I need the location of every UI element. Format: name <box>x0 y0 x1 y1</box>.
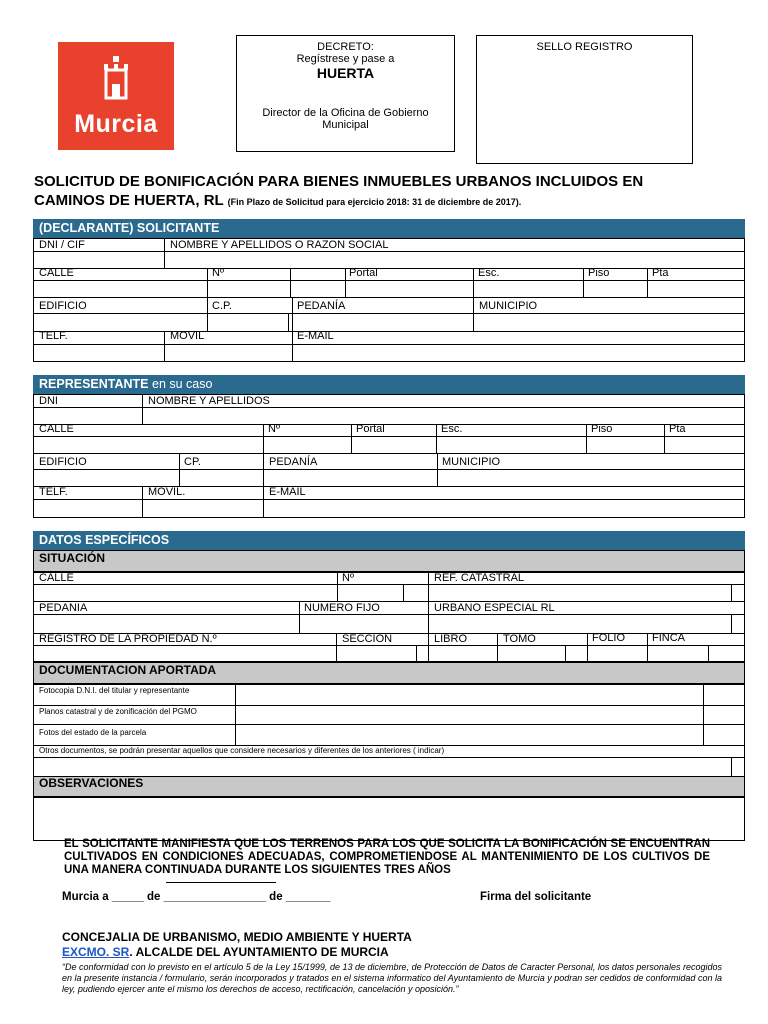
title-line2: CAMINOS DE HUERTA, RL <box>34 192 224 209</box>
doc-item-otros: Otros documentos, se podrán presentar aquellos que considere necesarios y diferentes de los anteriores ( indicar) <box>39 746 445 755</box>
situacion-ref-label: REF. CATASTRAL <box>434 572 525 584</box>
declarante-esc-label: Esc. <box>478 267 500 279</box>
representante-email-label: E-MAIL <box>269 486 306 498</box>
doc-item-fotos: Fotos del estado de la parcela <box>39 728 147 737</box>
situacion-num-label: Nº <box>342 572 354 584</box>
decreto-line2: Regístrese y pase a <box>296 53 395 65</box>
declarante-num-label: Nº <box>212 267 224 279</box>
representante-nombre-label: NOMBRE Y APELLIDOS <box>148 395 270 407</box>
declarante-movil-label: MOVIL <box>170 330 205 342</box>
situacion-libro-label: LIBRO <box>434 633 468 645</box>
representante-pedania-label: PEDANÍA <box>269 456 318 468</box>
castle-icon <box>102 56 130 100</box>
situacion-registro-label: REGISTRO DE LA PROPIEDAD N.º <box>39 633 217 645</box>
firma-label: Firma del solicitante <box>480 891 592 903</box>
representante-movil-label: MOVIL. <box>148 486 186 498</box>
representante-piso-label: Piso <box>591 423 613 435</box>
concejalia-text: CONCEJALIA DE URBANISMO, MEDIO AMBIENTE Y HUERTA <box>62 930 412 944</box>
situacion-seccion-label: SECCION <box>342 633 393 645</box>
documentacion-header: DOCUMENTACION APORTADA <box>33 662 745 684</box>
alcalde-text: . ALCALDE DEL AYUNTAMIENTO DE MURCIA <box>129 945 389 959</box>
situacion-numero-fijo-label: NUMERO FIJO <box>304 602 380 614</box>
observaciones-header: OBSERVACIONES <box>33 776 745 797</box>
declarante-calle-label: CALLE <box>39 267 74 279</box>
sello-label: SELLO REGISTRO <box>536 41 633 53</box>
representante-edificio-label: EDIFICIO <box>39 456 87 468</box>
legal-notice: “De conformidad con lo previsto en el artículo 5 de la Ley 15/1999, de 13 de diciembre, de Protección de Datos de Caracter Personal, los datos personales recogidos en la presente instancia / formulario, serán incorporados y tratados en el sistema informatico del Ayuntamiento de Murcia y podran ser cedidos de conformidad con la ley, pudiendo ejercer ante el mismo los derechos de acceso, rectificación, cancelación y oposición.” <box>62 962 722 994</box>
decreto-box <box>236 35 455 152</box>
situacion-header: SITUACIÓN <box>33 550 745 572</box>
declarante-piso-label: Piso <box>588 267 610 279</box>
situacion-urbano-label: URBANO ESPECIAL RL <box>434 602 555 614</box>
representante-pta-label: Pta <box>669 423 686 435</box>
declarante-pta-label: Pta <box>652 267 669 279</box>
declarante-cp-label: C.P. <box>212 300 232 312</box>
declarante-email-label: E-MAIL <box>297 330 334 342</box>
representante-header <box>33 375 745 394</box>
representante-num-label: Nº <box>268 423 280 435</box>
situacion-finca-label: FINCA <box>652 632 685 644</box>
situacion-calle-label: CALLE <box>39 572 74 584</box>
situacion-table <box>33 572 745 662</box>
representante-dni-label: DNI <box>39 395 58 407</box>
declarante-telf-label: TELF. <box>39 330 68 342</box>
situacion-tomo-label: TOMO <box>503 633 536 645</box>
declarante-nombre-label: NOMBRE Y APELLIDOS O RAZON SOCIAL <box>170 239 389 251</box>
representante-cp-label: CP. <box>184 456 201 468</box>
title-note: (Fin Plazo de Solicitud para ejercicio 2018: 31 de diciembre de 2017). <box>227 197 522 207</box>
declarante-pedania-label: PEDANÍA <box>297 300 346 312</box>
representante-calle-label: CALLE <box>39 423 74 435</box>
doc-item-dni: Fotocopia D.N.I. del titular y representante <box>39 686 190 695</box>
datos-header: DATOS ESPECÍFICOS <box>33 531 745 550</box>
sello-box <box>476 35 693 164</box>
representante-header-suffix: en su caso <box>152 377 213 391</box>
representante-portal-label: Portal <box>356 423 385 435</box>
declarante-edificio-label: EDIFICIO <box>39 300 87 312</box>
decreto-line5: Municipal <box>322 119 369 131</box>
doc-item-planos: Planos catastral y de zonificación del PGMO <box>39 707 197 716</box>
decreto-line3: HUERTA <box>316 65 375 81</box>
declarante-header: (DECLARANTE) SOLICITANTE <box>33 219 745 238</box>
decreto-line1: DECRETO: <box>317 41 374 53</box>
declarante-dni-label: DNI / CIF <box>39 239 85 251</box>
representante-header-text: REPRESENTANTE <box>39 377 149 391</box>
excmo-link[interactable]: EXCMO. SR <box>62 945 130 959</box>
declarante-municipio-label: MUNICIPIO <box>479 300 538 312</box>
alcalde-line <box>62 945 389 959</box>
logo-text: Murcia <box>74 110 158 138</box>
situacion-folio-label: FOLIO <box>592 632 626 644</box>
title-line1: SOLICITUD DE BONIFICACIÓN PARA BIENES INMUEBLES URBANOS INCLUIDOS EN <box>34 173 644 190</box>
representante-telf-label: TELF. <box>39 486 68 498</box>
decreto-line4: Director de la Oficina de Gobierno <box>262 107 429 119</box>
representante-esc-label: Esc. <box>441 423 463 435</box>
declaracion-text: EL SOLICITANTE MANIFIESTA QUE LOS TERRENOS PARA LOS QUE SOLICITA LA BONIFICACIÓN SE ENCUENTRAN CULTIVADOS EN CONDICIONES ADECUADAS, COMPROMETIENDOSE AL MANTENIMIENTO DE LOS CULTIVOS DE UNA MANERA CONTINUADA DURANTE LOS SIGUIENTES TRES AÑOS <box>64 838 710 876</box>
murcia-logo <box>58 42 174 150</box>
situacion-pedania-label: PEDANIA <box>39 602 88 614</box>
form-title <box>34 172 734 212</box>
representante-municipio-label: MUNICIPIO <box>442 456 501 468</box>
fecha-line: Murcia a _____ de ________________ de _______ <box>62 891 331 903</box>
observaciones-field[interactable] <box>33 797 745 841</box>
declarante-portal-label: Portal <box>349 267 378 279</box>
